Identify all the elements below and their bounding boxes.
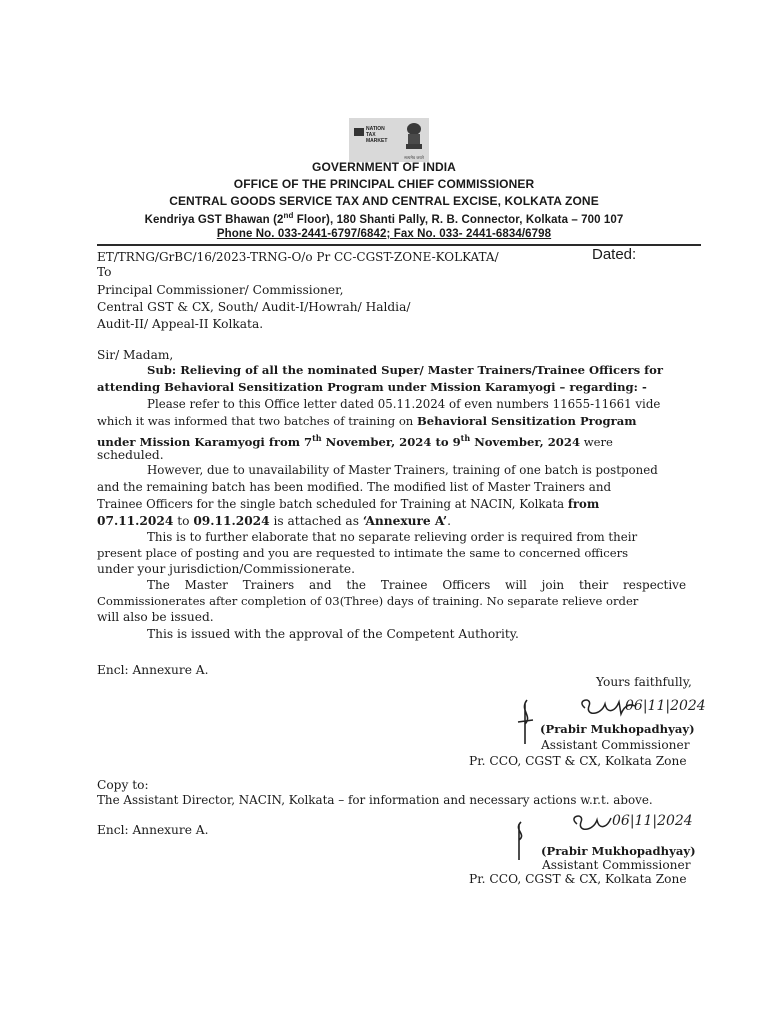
signatory-designation: Assistant Commissioner xyxy=(541,738,690,752)
paragraph-4-line: Commissionerates after completion of 03(Three) days of training. No separate relieve order xyxy=(97,594,639,608)
logo-mark-icon xyxy=(353,126,365,138)
logo-text-line: MARKET xyxy=(366,138,388,144)
superscript: th xyxy=(312,433,322,443)
addressee-line: Central GST & CX, South/ Audit-I/Howrah/ Haldia/ xyxy=(97,300,411,314)
para-text: which it was informed that two batches of training on xyxy=(97,414,417,428)
approval-statement: This is issued with the approval of the Competent Authority. xyxy=(147,627,519,641)
program-dates: November, 2024 xyxy=(470,434,581,449)
enclosure-note: Encl: Annexure A. xyxy=(97,663,209,677)
paragraph-3-line: This is to further elaborate that no separate relieving order is required from their xyxy=(147,530,638,544)
letterhead-logo-strip xyxy=(349,118,429,162)
para-text: were xyxy=(580,434,613,449)
address-superscript: nd xyxy=(283,211,294,220)
paragraph-2-line: However, due to unavailability of Master Trainers, training of one batch is postponed xyxy=(147,463,658,477)
dated-label: Dated: xyxy=(592,246,637,263)
letterhead-phone: Phone No. 033-2441-6797/6842; Fax No. 033- 2441-6834/6798 xyxy=(216,228,552,240)
signatory-designation: Assistant Commissioner xyxy=(542,858,691,872)
closing-phrase: Yours faithfully, xyxy=(596,675,692,689)
to-label: To xyxy=(97,265,112,279)
paragraph-4-line: will also be issued. xyxy=(97,610,214,624)
signature-date: 06|11|2024 xyxy=(612,813,693,829)
signatory-name: (Prabir Mukhopadhyay) xyxy=(540,722,695,736)
program-name: Behavioral Sensitization Program xyxy=(416,414,637,428)
signatory-name: (Prabir Mukhopadhyay) xyxy=(541,844,696,858)
paragraph-1-line xyxy=(97,414,637,429)
copy-to-recipient: The Assistant Director, NACIN, Kolkata – for information and necessary actions w.r.t. above. xyxy=(97,793,653,807)
signature-date: 06|11|2024 xyxy=(625,698,706,714)
address-text: Kendriya GST Bhawan (2 xyxy=(144,213,284,226)
para-text: to xyxy=(173,514,194,528)
paragraph-1-line: Please refer to this Office letter dated 05.11.2024 of even numbers 11655-11661 vide xyxy=(147,397,661,411)
annexure-reference: ‘Annexure A’ xyxy=(362,514,448,528)
subject-line: Sub: Relieving of all the nominated Super/ Master Trainers/Trainee Officers for xyxy=(147,363,663,377)
salutation: Sir/ Madam, xyxy=(97,348,174,362)
program-dates: November, 2024 to 9 xyxy=(321,434,461,449)
copy-to-label: Copy to: xyxy=(97,778,149,792)
enclosure-note: Encl: Annexure A. xyxy=(97,823,209,837)
file-reference: ET/TRNG/GrBC/16/2023-TRNG-O/o Pr CC-CGST-ZONE-KOLKATA/ xyxy=(97,250,499,264)
letterhead-department: CENTRAL GOODS SERVICE TAX AND CENTRAL EXCISE, KOLKATA ZONE xyxy=(169,194,599,208)
start-date: 07.11.2024 xyxy=(97,514,174,528)
letterhead-government: GOVERNMENT OF INDIA xyxy=(312,160,456,174)
paragraph-4-line: The Master Trainers and the Trainee Officers will join their respective xyxy=(147,578,687,592)
letterhead-office: OFFICE OF THE PRINCIPAL CHIEF COMMISSIONER xyxy=(233,177,535,191)
para-text: is attached as xyxy=(269,514,363,528)
para-text: Trainee Officers for the single batch scheduled for Training at NACIN, Kolkata xyxy=(97,497,568,511)
program-dates: under Mission Karamyogi from 7 xyxy=(97,434,313,449)
paragraph-3-line: present place of posting and you are requested to intimate the same to concerned officers xyxy=(97,546,629,560)
end-date: 09.11.2024 xyxy=(193,514,270,528)
ashoka-emblem xyxy=(403,121,425,159)
signatory-office: Pr. CCO, CGST & CX, Kolkata Zone xyxy=(469,872,687,886)
logo-text-line: TAX xyxy=(366,132,376,138)
address-text: Floor), 180 Shanti Pally, R. B. Connector, Kolkata – 700 107 xyxy=(293,213,624,226)
logo-text-line: NATION xyxy=(366,126,385,132)
subject-line: attending Behavioral Sensitization Program under Mission Karamyogi – regarding: - xyxy=(97,380,647,394)
ashoka-emblem-icon xyxy=(403,121,425,151)
addressee-line: Audit-II/ Appeal-II Kolkata. xyxy=(97,317,264,331)
paragraph-2-line xyxy=(97,514,451,529)
paragraph-2-line: and the remaining batch has been modified. The modified list of Master Trainers and xyxy=(97,480,612,494)
emblem-caption: सत्यमेव जयते xyxy=(404,155,424,160)
addressee-line: Principal Commissioner/ Commissioner, xyxy=(97,283,344,297)
paragraph-1-line: scheduled. xyxy=(97,448,164,462)
paragraph-2-line xyxy=(97,497,599,512)
paragraph-3-line: under your jurisdiction/Commissionerate. xyxy=(97,562,355,576)
letterhead-address xyxy=(0,211,768,226)
signatory-office: Pr. CCO, CGST & CX, Kolkata Zone xyxy=(469,754,687,768)
superscript: th xyxy=(460,433,471,443)
nation-tax-market-logo xyxy=(353,126,395,156)
para-text: . xyxy=(447,514,451,528)
paragraph-1-line xyxy=(97,431,613,450)
para-bold-text: from xyxy=(567,497,600,511)
